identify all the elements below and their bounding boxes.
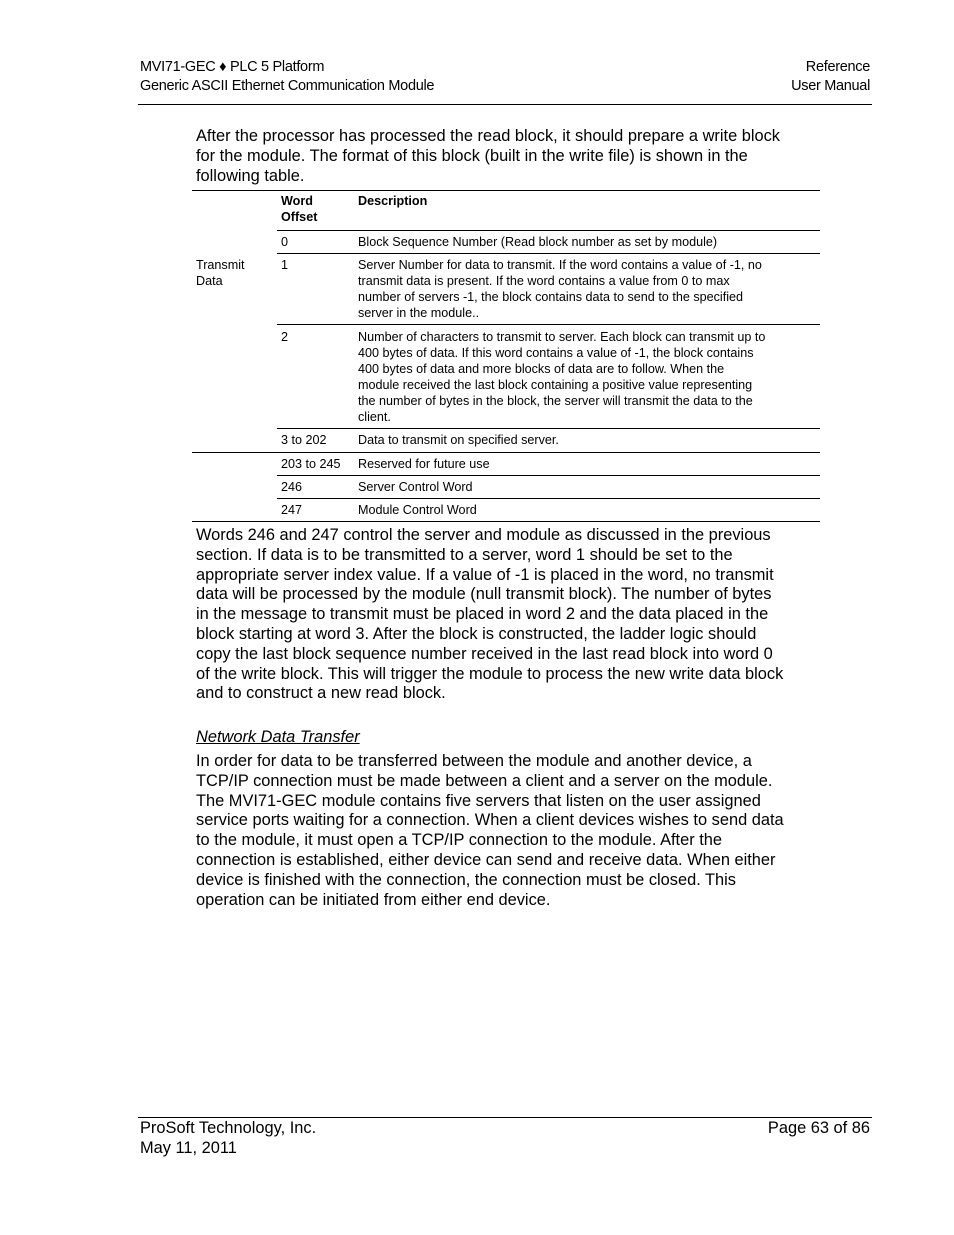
body-line: of the write block. This will trigger the module to process the new write data block xyxy=(196,664,784,683)
desc-line: Module Control Word xyxy=(358,503,477,517)
row-description xyxy=(358,432,816,448)
col-header-description: Description xyxy=(358,194,428,208)
group-label-transmit-data xyxy=(196,257,245,289)
desc-line: Data to transmit on specified server. xyxy=(358,433,559,447)
body-line: connection is established, either device can send and receive data. When either xyxy=(196,850,776,869)
header-product: MVI71-GEC ♦ PLC 5 Platform xyxy=(140,59,325,75)
body-line: service ports waiting for a connection. When a client devices wishes to send data xyxy=(196,811,784,830)
body-line: device is finished with the connection, the connection must be closed. This xyxy=(196,870,736,889)
intro-line: for the module. The format of this block (built in the write file) is shown in the xyxy=(196,146,748,165)
desc-line: client. xyxy=(358,410,391,424)
row-description xyxy=(358,479,816,495)
desc-line: server in the module.. xyxy=(358,306,480,320)
section-title: Network Data Transfer xyxy=(196,728,360,746)
intro-line: After the processor has processed the read block, it should prepare a write block xyxy=(196,127,780,145)
desc-line: Server Number for data to transmit. If the word contains a value of -1, no xyxy=(358,258,762,272)
row-description xyxy=(358,257,818,321)
col-header-word: Word xyxy=(281,194,313,208)
body-line: appropriate server index value. If a value of -1 is placed in the word, no transmit xyxy=(196,565,774,584)
desc-line: Block Sequence Number (Read block number as set by module) xyxy=(358,235,718,249)
footer-date: May 11, 2011 xyxy=(140,1138,237,1157)
body-line: TCP/IP connection must be made between a client and a server on the module. xyxy=(196,771,773,790)
body-line: copy the last block sequence number received in the last read block into word 0 xyxy=(196,644,773,663)
row-description xyxy=(358,502,816,518)
desc-line: the number of bytes in the block, the server will transmit the data to the xyxy=(358,394,753,408)
footer-page-number: Page 63 of 86 xyxy=(767,1119,870,1137)
row-offset: 3 to 202 xyxy=(281,433,327,447)
desc-line: Server Control Word xyxy=(358,480,473,494)
body-line: The MVI71-GEC module contains five servers that listen on the user assigned xyxy=(196,791,761,810)
body-line: Words 246 and 247 control the server and module as discussed in the previous xyxy=(196,526,771,544)
row-description xyxy=(358,234,816,250)
body-line: operation can be initiated from either end device. xyxy=(196,890,551,909)
row-offset: 1 xyxy=(281,258,289,272)
header-manual: User Manual xyxy=(791,78,870,94)
body-line: section. If data is to be transmitted to a server, word 1 should be set to the xyxy=(196,545,733,564)
footer-left xyxy=(140,1119,316,1158)
network-transfer-paragraph xyxy=(196,752,820,910)
col-header-word-offset xyxy=(281,193,317,225)
desc-line: Reserved for future use xyxy=(358,457,490,471)
desc-line: 400 bytes of data. If this word contains a value of -1, the block contains xyxy=(358,346,754,360)
section-heading xyxy=(196,728,820,748)
row-description xyxy=(358,329,818,425)
desc-line: number of servers -1, the block contains data to send to the specified xyxy=(358,290,744,304)
group-label-line: Data xyxy=(196,274,223,288)
desc-line: module received the last block containing a positive value representing xyxy=(358,378,753,392)
desc-line: 400 bytes of data and more blocks of data are to follow. When the xyxy=(358,362,725,376)
row-offset: 246 xyxy=(281,480,303,494)
row-offset: 2 xyxy=(281,330,289,344)
row-offset: 247 xyxy=(281,503,303,517)
body-line: block starting at word 3. After the block is constructed, the ladder logic should xyxy=(196,624,757,643)
intro-line: following table. xyxy=(196,166,305,185)
body-line: in the message to transmit must be placed in word 2 and the data placed in the xyxy=(196,605,769,624)
footer-company: ProSoft Technology, Inc. xyxy=(140,1119,317,1137)
row-offset: 0 xyxy=(281,235,289,249)
footer-divider xyxy=(138,1117,872,1118)
control-words-paragraph xyxy=(196,526,820,704)
body-line: to the module, it must open a TCP/IP connection to the module. After the xyxy=(196,831,723,850)
col-header-offset: Offset xyxy=(281,210,318,224)
body-line: In order for data to be transferred between the module and another device, a xyxy=(196,752,752,770)
header-module-name: Generic ASCII Ethernet Communication Module xyxy=(140,78,435,94)
desc-line: transmit data is present. If the word contains a value from 0 to max xyxy=(358,274,730,288)
row-offset: 203 to 245 xyxy=(281,457,341,471)
row-description xyxy=(358,456,816,472)
header-section: Reference xyxy=(805,59,870,75)
group-label-line: Transmit xyxy=(196,258,245,272)
body-line: and to construct a new read block. xyxy=(196,684,446,703)
body-line: data will be processed by the module (null transmit block). The number of bytes xyxy=(196,585,772,604)
desc-line: Number of characters to transmit to server. Each block can transmit up to xyxy=(358,330,766,344)
